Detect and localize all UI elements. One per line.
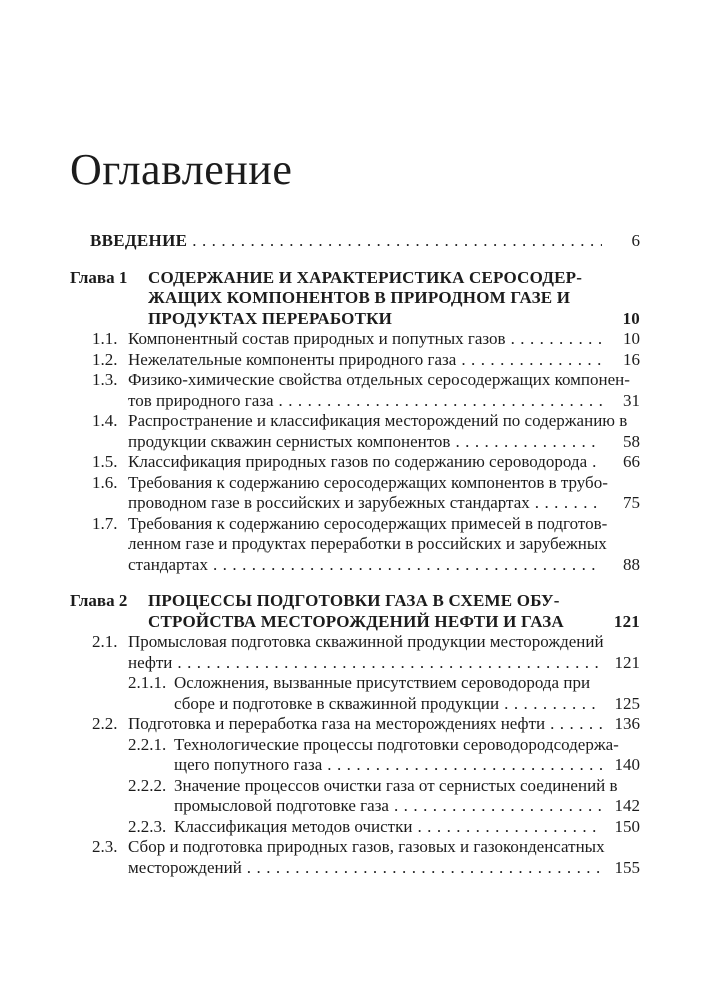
toc-entry-body: [128, 370, 640, 411]
toc-entry-line: [174, 755, 640, 776]
toc-entry: [70, 514, 640, 576]
toc-entry-text: нефти: [128, 652, 173, 672]
toc-entry-line: [174, 694, 640, 715]
toc-entry-line: [128, 391, 640, 412]
toc-entry-number: 2.2.: [92, 714, 118, 733]
page-number: 6: [631, 231, 640, 250]
toc-entry-line: [148, 288, 640, 309]
toc-entry: [70, 411, 640, 452]
toc-entry-line: [174, 673, 640, 694]
page-number: 140: [614, 755, 640, 774]
page-title: Оглавление: [70, 145, 293, 194]
toc-entry-line: [128, 411, 640, 432]
toc-entry-text: Осложнения, вызванные присутствием сероводорода при: [174, 673, 591, 692]
toc-entry-line: [128, 493, 640, 514]
toc-entry-text: Технологические процессы подготовки сероводородсодержа-: [174, 734, 619, 754]
toc-entry-text: Классификация природных газов по содержанию сероводорода: [128, 452, 588, 471]
toc-entry-text: продукции скважин сернистых компонентов: [128, 431, 451, 451]
page-number: 66: [623, 452, 640, 471]
toc-entry-body: [128, 473, 640, 514]
toc-entry-text: Компонентный состав природных и попутных газов: [128, 329, 506, 348]
toc-entry-body: [128, 350, 640, 371]
toc-entry-number: Глава 2: [70, 591, 128, 610]
dot-leader: [394, 796, 602, 817]
toc-entry: [70, 632, 640, 673]
toc-entry-body: [174, 673, 640, 714]
page-number: 58: [623, 431, 640, 451]
page-number: 88: [623, 554, 640, 574]
toc-entry-line: [128, 370, 640, 391]
toc-entry-text: ПРОЦЕССЫ ПОДГОТОВКИ ГАЗА В СХЕМЕ ОБУ-: [148, 591, 560, 610]
dot-leader: [550, 714, 602, 735]
toc-entry-line: [128, 555, 640, 576]
toc-entry-body: [128, 514, 640, 576]
page-number: 155: [614, 857, 640, 877]
toc-entry-text: Подготовка и переработка газа на месторождениях нефти: [128, 714, 546, 733]
toc-entry-text: месторождений: [128, 857, 242, 877]
toc-entry-line: [174, 817, 640, 838]
toc-entry-body: [148, 591, 640, 632]
toc-entry-text: промысловой подготовке газа: [174, 796, 389, 815]
toc-entry-number: 1.5.: [92, 452, 118, 471]
toc-entry-line: [148, 591, 640, 612]
toc-entry: [70, 452, 640, 473]
toc-entry-text: Значение процессов очистки газа от сернистых соединений в: [174, 775, 618, 795]
toc-entry-number: 2.2.3.: [128, 816, 167, 836]
dot-leader: [417, 817, 602, 838]
toc-entry-body: [174, 735, 640, 776]
dot-leader: [177, 653, 602, 674]
page-number: 150: [614, 816, 640, 836]
toc-entry-line: [128, 452, 640, 473]
toc-entry-line: [148, 309, 640, 330]
toc-entry-number: 1.4.: [92, 411, 118, 430]
toc-entry-text: Распространение и классификация месторождений по содержанию в: [128, 411, 628, 430]
toc-entry-text: щего попутного газа: [174, 755, 323, 774]
toc-entry-text: ленном газе и продуктах переработки в российских и зарубежных: [128, 534, 607, 553]
dot-leader: [592, 452, 602, 473]
toc-entry-number: 2.1.: [92, 632, 118, 651]
dot-leader: [455, 432, 602, 453]
dot-leader: [461, 350, 602, 371]
toc-entry-number: 2.3.: [92, 837, 118, 856]
dot-leader: [192, 231, 602, 252]
toc-entry-text: стандартах: [128, 554, 208, 574]
page-number: 121: [613, 611, 640, 631]
toc-entry: [70, 735, 640, 776]
toc-entry: [70, 817, 640, 838]
toc-entry-number: 1.1.: [92, 329, 118, 348]
page-number: 136: [614, 714, 640, 733]
toc-entry-text: Физико-химические свойства отдельных серосодержащих компонен-: [128, 370, 630, 389]
toc-list: [70, 231, 640, 878]
toc-entry-number: 1.6.: [92, 472, 118, 492]
toc-entry-body: [90, 231, 640, 252]
dot-leader: [504, 694, 602, 715]
toc-entry-number: 1.3.: [92, 370, 118, 389]
toc-entry: [70, 776, 640, 817]
toc-entry-body: [128, 452, 640, 473]
toc-entry-line: [174, 735, 640, 756]
toc-entry-number: 2.1.1.: [128, 673, 167, 692]
toc-entry-text: СОДЕРЖАНИЕ И ХАРАКТЕРИСТИКА СЕРОСОДЕР-: [148, 267, 583, 287]
toc-entry: [70, 231, 640, 252]
toc-entry-number: 1.7.: [92, 513, 118, 533]
toc-entry-body: [174, 776, 640, 817]
dot-leader: [511, 329, 602, 350]
toc-entry-line: [128, 858, 640, 879]
toc-entry: [70, 837, 640, 878]
page-number: 31: [623, 390, 640, 410]
toc-entry-number: Глава 1: [70, 267, 128, 287]
toc-entry-line: [90, 231, 640, 252]
toc-entry-text: Промысловая подготовка скважинной продукции месторождений: [128, 632, 604, 651]
toc-entry-text: СТРОЙСТВА МЕСТОРОЖДЕНИЙ НЕФТИ И ГАЗА: [148, 611, 564, 631]
dot-leader: [535, 493, 602, 514]
toc-entry: [70, 350, 640, 371]
toc-entry-line: [128, 473, 640, 494]
toc-entry-line: [174, 776, 640, 797]
page-number: 10: [623, 329, 640, 348]
toc-entry-text: Классификация методов очистки: [174, 816, 413, 836]
page-number: 16: [623, 349, 640, 369]
toc-entry-body: [128, 411, 640, 452]
toc-entry: [70, 329, 640, 350]
toc-entry-line: [128, 432, 640, 453]
dot-leader: [327, 755, 602, 776]
toc-entry-body: [128, 632, 640, 673]
page-number: 125: [614, 693, 640, 713]
toc-entry-number: 1.2.: [92, 349, 118, 369]
toc-entry-text: ВВЕДЕНИЕ: [90, 231, 188, 250]
toc-entry-text: Сбор и подготовка природных газов, газовых и газоконденсатных: [128, 837, 605, 856]
toc-entry-text: ПРОДУКТАХ ПЕРЕРАБОТКИ: [148, 308, 393, 328]
toc-entry-number: 2.2.2.: [128, 775, 167, 795]
toc-entry-body: [148, 268, 640, 330]
toc-entry-text: тов природного газа: [128, 390, 274, 410]
toc-entry-body: [174, 817, 640, 838]
page-number: 142: [614, 796, 640, 815]
toc-entry-line: [128, 534, 640, 555]
dot-leader: [213, 555, 602, 576]
toc-entry-line: [148, 268, 640, 289]
toc-entry: [70, 473, 640, 514]
dot-leader: [279, 391, 602, 412]
toc-entry: [70, 268, 640, 330]
toc-entry: [70, 714, 640, 735]
toc-entry-text: проводном газе в российских и зарубежных стандартах: [128, 493, 530, 512]
toc-entry-line: [128, 329, 640, 350]
toc-entry-body: [128, 837, 640, 878]
toc-entry-text: Нежелательные компоненты природного газа: [128, 349, 457, 369]
toc-entry-text: ЖАЩИХ КОМПОНЕНТОВ В ПРИРОДНОМ ГАЗЕ И: [148, 288, 571, 307]
toc-entry-text: Требования к содержанию серосодержащих примесей в подготов-: [128, 513, 608, 533]
toc-entry-body: [128, 329, 640, 350]
toc-entry-number: 2.2.1.: [128, 734, 167, 754]
page-number: 75: [623, 493, 640, 512]
toc-entry-line: [148, 612, 640, 633]
dot-leader: [247, 858, 602, 879]
toc-entry-body: [128, 714, 640, 735]
toc-entry: [70, 673, 640, 714]
page-number: 10: [622, 308, 640, 328]
toc-entry-line: [128, 714, 640, 735]
page-number: 121: [614, 652, 640, 672]
toc-entry: [70, 370, 640, 411]
toc-entry-line: [128, 514, 640, 535]
toc-entry-line: [128, 350, 640, 371]
toc-entry-line: [174, 796, 640, 817]
toc-entry-text: Требования к содержанию серосодержащих компонентов в трубо-: [128, 472, 608, 492]
toc-entry: [70, 591, 640, 632]
toc-entry-line: [128, 837, 640, 858]
toc-entry-line: [128, 653, 640, 674]
toc-entry-text: сборе и подготовке в скважинной продукции: [174, 693, 500, 713]
toc-entry-line: [128, 632, 640, 653]
